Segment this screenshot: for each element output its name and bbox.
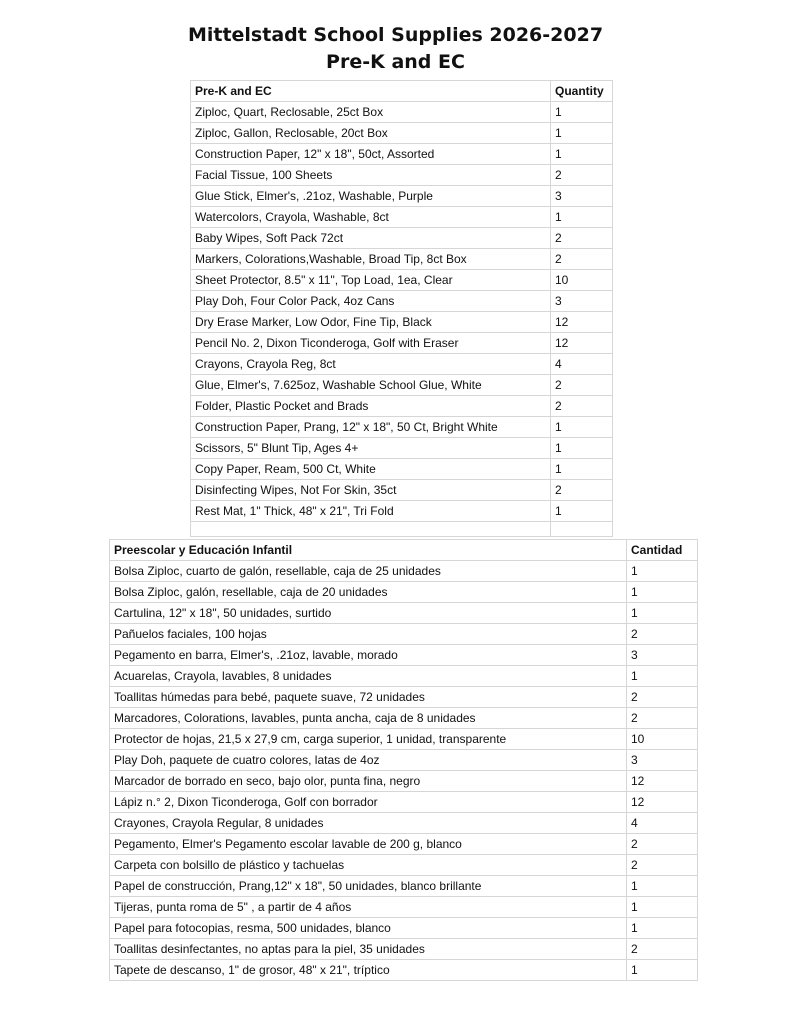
quantity-cell: 1 [627, 918, 698, 939]
table-row [110, 897, 698, 918]
quantity-cell: 2 [627, 939, 698, 960]
table-row [191, 228, 613, 249]
table-row [110, 561, 698, 582]
quantity-cell: 1 [627, 897, 698, 918]
quantity-cell: 10 [551, 270, 613, 291]
quantity-cell: 3 [551, 186, 613, 207]
table-row [191, 207, 613, 228]
quantity-cell: 2 [551, 249, 613, 270]
item-cell: Scissors, 5" Blunt Tip, Ages 4+ [191, 438, 551, 459]
item-cell: Toallitas desinfectantes, no aptas para la piel, 35 unidades [110, 939, 627, 960]
item-cell: Bolsa Ziploc, cuarto de galón, resellable, caja de 25 unidades [110, 561, 627, 582]
table-row [110, 687, 698, 708]
item-cell: Carpeta con bolsillo de plástico y tachuelas [110, 855, 627, 876]
quantity-cell: 12 [551, 312, 613, 333]
quantity-cell: 12 [627, 792, 698, 813]
item-cell: Lápiz n.° 2, Dixon Ticonderoga, Golf con borrador [110, 792, 627, 813]
item-cell: Folder, Plastic Pocket and Brads [191, 396, 551, 417]
item-cell: Acuarelas, Crayola, lavables, 8 unidades [110, 666, 627, 687]
quantity-cell: 3 [627, 645, 698, 666]
quantity-cell: 2 [551, 165, 613, 186]
item-cell: Bolsa Ziploc, galón, resellable, caja de 20 unidades [110, 582, 627, 603]
quantity-cell: 4 [551, 354, 613, 375]
table-row [110, 939, 698, 960]
quantity-cell: 2 [551, 375, 613, 396]
item-cell: Glue Stick, Elmer's, .21oz, Washable, Purple [191, 186, 551, 207]
quantity-cell: 2 [551, 396, 613, 417]
quantity-cell: 12 [551, 333, 613, 354]
table-row [191, 333, 613, 354]
table-row [191, 291, 613, 312]
table-row [191, 186, 613, 207]
quantity-cell: 4 [627, 813, 698, 834]
quantity-cell: 3 [627, 750, 698, 771]
quantity-cell: 2 [627, 624, 698, 645]
quantity-cell: 2 [627, 708, 698, 729]
table-row [110, 708, 698, 729]
item-cell: Play Doh, Four Color Pack, 4oz Cans [191, 291, 551, 312]
quantity-cell: 1 [627, 582, 698, 603]
quantity-cell: 2 [627, 834, 698, 855]
table-row [191, 123, 613, 144]
item-cell: Papel de construcción, Prang,12" x 18", 50 unidades, blanco brillante [110, 876, 627, 897]
quantity-cell: 1 [551, 459, 613, 480]
item-cell: Marcador de borrado en seco, bajo olor, punta fina, negro [110, 771, 627, 792]
item-cell: Watercolors, Crayola, Washable, 8ct [191, 207, 551, 228]
item-cell: Papel para fotocopias, resma, 500 unidades, blanco [110, 918, 627, 939]
table-row [110, 582, 698, 603]
item-cell: Tijeras, punta roma de 5" , a partir de 4 años [110, 897, 627, 918]
item-cell: Tapete de descanso, 1" de grosor, 48" x 21", tríptico [110, 960, 627, 981]
table-row [110, 960, 698, 981]
empty-row [191, 522, 613, 537]
item-cell: Construction Paper, Prang, 12" x 18", 50 Ct, Bright White [191, 417, 551, 438]
quantity-cell: 3 [551, 291, 613, 312]
table-row [110, 792, 698, 813]
table-row [191, 354, 613, 375]
spanish-supply-table [109, 539, 698, 981]
item-cell: Pencil No. 2, Dixon Ticonderoga, Golf with Eraser [191, 333, 551, 354]
column-header-quantity: Cantidad [627, 540, 698, 561]
item-cell: Crayones, Crayola Regular, 8 unidades [110, 813, 627, 834]
item-cell: Pegamento en barra, Elmer's, .21oz, lavable, morado [110, 645, 627, 666]
english-supply-table-body [191, 81, 613, 537]
table-row [110, 729, 698, 750]
table-header-row [191, 81, 613, 102]
quantity-cell: 1 [551, 207, 613, 228]
item-cell: Disinfecting Wipes, Not For Skin, 35ct [191, 480, 551, 501]
item-cell: Copy Paper, Ream, 500 Ct, White [191, 459, 551, 480]
item-cell: Pegamento, Elmer's Pegamento escolar lavable de 200 g, blanco [110, 834, 627, 855]
item-cell: Ziploc, Gallon, Reclosable, 20ct Box [191, 123, 551, 144]
page-title: Mittelstadt School Supplies 2026-2027 [187, 24, 604, 46]
quantity-cell: 1 [551, 123, 613, 144]
table-row [191, 438, 613, 459]
table-row [110, 750, 698, 771]
table-row [110, 624, 698, 645]
spanish-supply-table-body [110, 540, 698, 981]
table-row [191, 501, 613, 522]
column-header-item: Preescolar y Educación Infantil [110, 540, 627, 561]
table-row [110, 855, 698, 876]
table-row [191, 312, 613, 333]
empty-cell [191, 522, 551, 537]
quantity-cell: 1 [627, 603, 698, 624]
table-row [110, 666, 698, 687]
quantity-cell: 12 [627, 771, 698, 792]
table-row [110, 645, 698, 666]
table-row [191, 375, 613, 396]
quantity-cell: 1 [551, 438, 613, 459]
table-row [191, 417, 613, 438]
item-cell: Ziploc, Quart, Reclosable, 25ct Box [191, 102, 551, 123]
item-cell: Baby Wipes, Soft Pack 72ct [191, 228, 551, 249]
quantity-cell: 1 [551, 102, 613, 123]
item-cell: Markers, Colorations,Washable, Broad Tip, 8ct Box [191, 249, 551, 270]
table-row [191, 459, 613, 480]
item-cell: Protector de hojas, 21,5 x 27,9 cm, carga superior, 1 unidad, transparente [110, 729, 627, 750]
item-cell: Toallitas húmedas para bebé, paquete suave, 72 unidades [110, 687, 627, 708]
item-cell: Cartulina, 12" x 18", 50 unidades, surtido [110, 603, 627, 624]
quantity-cell: 2 [627, 855, 698, 876]
table-row [191, 144, 613, 165]
item-cell: Play Doh, paquete de cuatro colores, latas de 4oz [110, 750, 627, 771]
quantity-cell: 1 [551, 144, 613, 165]
table-row [110, 834, 698, 855]
item-cell: Pañuelos faciales, 100 hojas [110, 624, 627, 645]
item-cell: Glue, Elmer's, 7.625oz, Washable School Glue, White [191, 375, 551, 396]
quantity-cell: 10 [627, 729, 698, 750]
item-cell: Marcadores, Colorations, lavables, punta ancha, caja de 8 unidades [110, 708, 627, 729]
quantity-cell: 1 [627, 876, 698, 897]
page-subtitle: Pre-K and EC [326, 51, 465, 73]
quantity-cell: 1 [627, 561, 698, 582]
item-cell: Dry Erase Marker, Low Odor, Fine Tip, Black [191, 312, 551, 333]
table-row [110, 771, 698, 792]
table-row [191, 396, 613, 417]
item-cell: Rest Mat, 1" Thick, 48" x 21", Tri Fold [191, 501, 551, 522]
quantity-cell: 1 [551, 501, 613, 522]
table-row [191, 480, 613, 501]
column-header-quantity: Quantity [551, 81, 613, 102]
column-header-item: Pre-K and EC [191, 81, 551, 102]
table-row [110, 603, 698, 624]
table-row [191, 102, 613, 123]
table-row [110, 918, 698, 939]
table-row [191, 165, 613, 186]
table-row [110, 813, 698, 834]
quantity-cell: 1 [627, 960, 698, 981]
english-supply-table [190, 80, 613, 537]
item-cell: Sheet Protector, 8.5" x 11", Top Load, 1ea, Clear [191, 270, 551, 291]
quantity-cell: 2 [551, 228, 613, 249]
table-row [191, 270, 613, 291]
empty-cell [551, 522, 613, 537]
table-row [191, 249, 613, 270]
table-header-row [110, 540, 698, 561]
item-cell: Crayons, Crayola Reg, 8ct [191, 354, 551, 375]
quantity-cell: 1 [551, 417, 613, 438]
table-row [110, 876, 698, 897]
quantity-cell: 2 [551, 480, 613, 501]
item-cell: Facial Tissue, 100 Sheets [191, 165, 551, 186]
quantity-cell: 2 [627, 687, 698, 708]
item-cell: Construction Paper, 12" x 18", 50ct, Assorted [191, 144, 551, 165]
quantity-cell: 1 [627, 666, 698, 687]
